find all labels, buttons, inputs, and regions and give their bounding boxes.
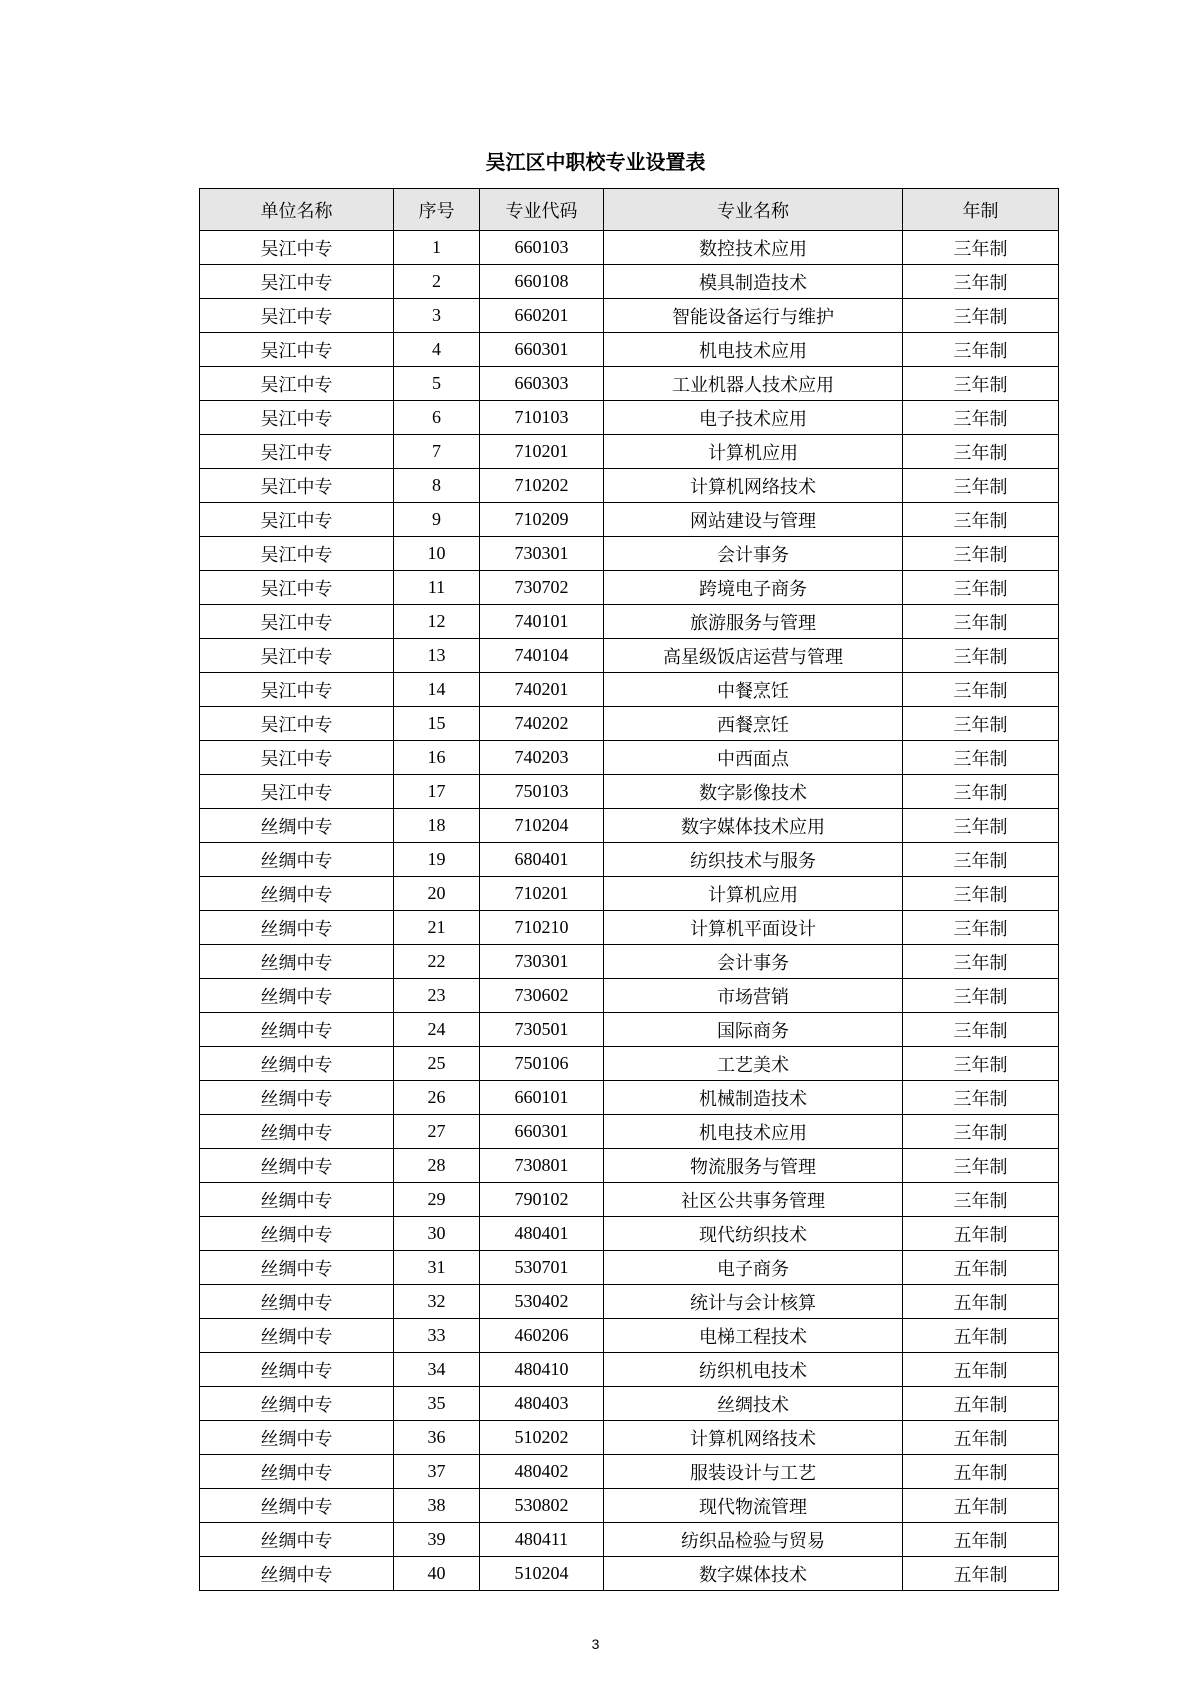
cell-years: 三年制 xyxy=(903,299,1059,333)
cell-years: 五年制 xyxy=(903,1285,1059,1319)
cell-code: 660303 xyxy=(480,367,604,401)
cell-code: 710201 xyxy=(480,877,604,911)
cell-major-name: 市场营销 xyxy=(604,979,903,1013)
cell-major-name: 计算机应用 xyxy=(604,435,903,469)
cell-unit: 吴江中专 xyxy=(200,673,394,707)
cell-years: 五年制 xyxy=(903,1387,1059,1421)
cell-unit: 吴江中专 xyxy=(200,605,394,639)
table-row xyxy=(200,639,1059,673)
cell-years: 三年制 xyxy=(903,503,1059,537)
cell-code: 740202 xyxy=(480,707,604,741)
cell-years: 五年制 xyxy=(903,1455,1059,1489)
cell-years: 三年制 xyxy=(903,1047,1059,1081)
cell-seq: 5 xyxy=(394,367,480,401)
cell-code: 480401 xyxy=(480,1217,604,1251)
cell-code: 730702 xyxy=(480,571,604,605)
cell-seq: 10 xyxy=(394,537,480,571)
cell-major-name: 模具制造技术 xyxy=(604,265,903,299)
cell-code: 710201 xyxy=(480,435,604,469)
cell-years: 三年制 xyxy=(903,469,1059,503)
table-row xyxy=(200,1285,1059,1319)
table-row xyxy=(200,1013,1059,1047)
cell-seq: 1 xyxy=(394,231,480,265)
table-row xyxy=(200,1523,1059,1557)
cell-years: 三年制 xyxy=(903,775,1059,809)
cell-major-name: 旅游服务与管理 xyxy=(604,605,903,639)
major-setting-table xyxy=(199,188,1059,1591)
cell-seq: 23 xyxy=(394,979,480,1013)
cell-code: 750103 xyxy=(480,775,604,809)
cell-major-name: 数字媒体技术应用 xyxy=(604,809,903,843)
cell-unit: 吴江中专 xyxy=(200,707,394,741)
cell-years: 三年制 xyxy=(903,1081,1059,1115)
cell-seq: 40 xyxy=(394,1557,480,1591)
cell-unit: 丝绸中专 xyxy=(200,1013,394,1047)
cell-major-name: 社区公共事务管理 xyxy=(604,1183,903,1217)
cell-code: 530402 xyxy=(480,1285,604,1319)
table-row xyxy=(200,1183,1059,1217)
cell-code: 660301 xyxy=(480,333,604,367)
cell-unit: 丝绸中专 xyxy=(200,809,394,843)
cell-seq: 2 xyxy=(394,265,480,299)
cell-unit: 吴江中专 xyxy=(200,333,394,367)
table-row xyxy=(200,775,1059,809)
cell-seq: 35 xyxy=(394,1387,480,1421)
cell-years: 五年制 xyxy=(903,1523,1059,1557)
cell-unit: 吴江中专 xyxy=(200,265,394,299)
cell-unit: 吴江中专 xyxy=(200,435,394,469)
table-row xyxy=(200,1217,1059,1251)
cell-years: 五年制 xyxy=(903,1319,1059,1353)
cell-seq: 31 xyxy=(394,1251,480,1285)
table-row xyxy=(200,1353,1059,1387)
table-header xyxy=(200,189,1059,231)
table-row xyxy=(200,1047,1059,1081)
table-row xyxy=(200,1387,1059,1421)
cell-major-name: 工业机器人技术应用 xyxy=(604,367,903,401)
cell-unit: 丝绸中专 xyxy=(200,1319,394,1353)
cell-seq: 21 xyxy=(394,911,480,945)
cell-code: 710103 xyxy=(480,401,604,435)
table-row xyxy=(200,877,1059,911)
cell-unit: 吴江中专 xyxy=(200,299,394,333)
cell-seq: 17 xyxy=(394,775,480,809)
cell-major-name: 现代物流管理 xyxy=(604,1489,903,1523)
table-row xyxy=(200,537,1059,571)
cell-code: 730602 xyxy=(480,979,604,1013)
cell-unit: 丝绸中专 xyxy=(200,1489,394,1523)
cell-major-name: 服装设计与工艺 xyxy=(604,1455,903,1489)
cell-years: 三年制 xyxy=(903,673,1059,707)
cell-unit: 吴江中专 xyxy=(200,741,394,775)
table-row xyxy=(200,1319,1059,1353)
cell-years: 五年制 xyxy=(903,1251,1059,1285)
table-row xyxy=(200,809,1059,843)
cell-major-name: 计算机网络技术 xyxy=(604,1421,903,1455)
cell-years: 三年制 xyxy=(903,537,1059,571)
cell-major-name: 网站建设与管理 xyxy=(604,503,903,537)
cell-code: 480403 xyxy=(480,1387,604,1421)
cell-years: 三年制 xyxy=(903,401,1059,435)
cell-years: 三年制 xyxy=(903,877,1059,911)
cell-code: 660301 xyxy=(480,1115,604,1149)
cell-major-name: 纺织技术与服务 xyxy=(604,843,903,877)
cell-seq: 13 xyxy=(394,639,480,673)
cell-years: 三年制 xyxy=(903,911,1059,945)
table-row xyxy=(200,435,1059,469)
cell-major-name: 工艺美术 xyxy=(604,1047,903,1081)
cell-seq: 12 xyxy=(394,605,480,639)
cell-seq: 19 xyxy=(394,843,480,877)
header-name: 专业名称 xyxy=(604,189,903,231)
cell-code: 510202 xyxy=(480,1421,604,1455)
cell-major-name: 机械制造技术 xyxy=(604,1081,903,1115)
table-row xyxy=(200,1149,1059,1183)
table-row xyxy=(200,673,1059,707)
cell-seq: 28 xyxy=(394,1149,480,1183)
cell-seq: 26 xyxy=(394,1081,480,1115)
cell-code: 790102 xyxy=(480,1183,604,1217)
table-row xyxy=(200,843,1059,877)
cell-major-name: 会计事务 xyxy=(604,537,903,571)
cell-years: 三年制 xyxy=(903,435,1059,469)
table-row xyxy=(200,1421,1059,1455)
cell-code: 660101 xyxy=(480,1081,604,1115)
table-row xyxy=(200,1251,1059,1285)
cell-unit: 丝绸中专 xyxy=(200,877,394,911)
cell-unit: 吴江中专 xyxy=(200,537,394,571)
cell-years: 三年制 xyxy=(903,979,1059,1013)
table-row xyxy=(200,741,1059,775)
cell-major-name: 智能设备运行与维护 xyxy=(604,299,903,333)
cell-years: 三年制 xyxy=(903,843,1059,877)
cell-unit: 丝绸中专 xyxy=(200,843,394,877)
cell-major-name: 西餐烹饪 xyxy=(604,707,903,741)
cell-unit: 丝绸中专 xyxy=(200,1217,394,1251)
cell-unit: 丝绸中专 xyxy=(200,1115,394,1149)
cell-seq: 22 xyxy=(394,945,480,979)
table-row xyxy=(200,333,1059,367)
cell-code: 680401 xyxy=(480,843,604,877)
cell-unit: 丝绸中专 xyxy=(200,1387,394,1421)
cell-seq: 7 xyxy=(394,435,480,469)
cell-code: 730501 xyxy=(480,1013,604,1047)
cell-code: 480402 xyxy=(480,1455,604,1489)
cell-major-name: 会计事务 xyxy=(604,945,903,979)
cell-unit: 丝绸中专 xyxy=(200,1557,394,1591)
cell-code: 710204 xyxy=(480,809,604,843)
cell-years: 五年制 xyxy=(903,1557,1059,1591)
cell-code: 740104 xyxy=(480,639,604,673)
cell-seq: 38 xyxy=(394,1489,480,1523)
cell-major-name: 中餐烹饪 xyxy=(604,673,903,707)
cell-seq: 6 xyxy=(394,401,480,435)
cell-years: 三年制 xyxy=(903,367,1059,401)
header-unit: 单位名称 xyxy=(200,189,394,231)
cell-major-name: 统计与会计核算 xyxy=(604,1285,903,1319)
cell-seq: 4 xyxy=(394,333,480,367)
cell-years: 三年制 xyxy=(903,1115,1059,1149)
cell-code: 460206 xyxy=(480,1319,604,1353)
cell-years: 三年制 xyxy=(903,1183,1059,1217)
cell-seq: 9 xyxy=(394,503,480,537)
cell-major-name: 数控技术应用 xyxy=(604,231,903,265)
cell-years: 五年制 xyxy=(903,1353,1059,1387)
cell-unit: 吴江中专 xyxy=(200,775,394,809)
cell-years: 五年制 xyxy=(903,1489,1059,1523)
cell-unit: 吴江中专 xyxy=(200,401,394,435)
cell-unit: 吴江中专 xyxy=(200,503,394,537)
cell-unit: 丝绸中专 xyxy=(200,1047,394,1081)
cell-unit: 丝绸中专 xyxy=(200,1081,394,1115)
cell-unit: 丝绸中专 xyxy=(200,1251,394,1285)
cell-unit: 丝绸中专 xyxy=(200,1353,394,1387)
cell-major-name: 数字影像技术 xyxy=(604,775,903,809)
cell-years: 三年制 xyxy=(903,571,1059,605)
cell-unit: 丝绸中专 xyxy=(200,911,394,945)
cell-unit: 丝绸中专 xyxy=(200,1285,394,1319)
header-years: 年制 xyxy=(903,189,1059,231)
cell-seq: 20 xyxy=(394,877,480,911)
cell-major-name: 国际商务 xyxy=(604,1013,903,1047)
cell-code: 660108 xyxy=(480,265,604,299)
table-row xyxy=(200,945,1059,979)
table-row xyxy=(200,469,1059,503)
cell-seq: 37 xyxy=(394,1455,480,1489)
cell-years: 三年制 xyxy=(903,1013,1059,1047)
cell-code: 480411 xyxy=(480,1523,604,1557)
cell-major-name: 机电技术应用 xyxy=(604,1115,903,1149)
header-code: 专业代码 xyxy=(480,189,604,231)
table-row xyxy=(200,401,1059,435)
cell-code: 740203 xyxy=(480,741,604,775)
cell-code: 730301 xyxy=(480,945,604,979)
table-row xyxy=(200,979,1059,1013)
cell-seq: 39 xyxy=(394,1523,480,1557)
table-row xyxy=(200,1557,1059,1591)
cell-unit: 吴江中专 xyxy=(200,571,394,605)
cell-code: 710209 xyxy=(480,503,604,537)
cell-years: 三年制 xyxy=(903,741,1059,775)
cell-code: 480410 xyxy=(480,1353,604,1387)
cell-code: 530701 xyxy=(480,1251,604,1285)
cell-unit: 丝绸中专 xyxy=(200,945,394,979)
cell-major-name: 机电技术应用 xyxy=(604,333,903,367)
table-row xyxy=(200,911,1059,945)
cell-years: 五年制 xyxy=(903,1421,1059,1455)
cell-unit: 丝绸中专 xyxy=(200,1455,394,1489)
cell-major-name: 计算机应用 xyxy=(604,877,903,911)
table-row xyxy=(200,265,1059,299)
cell-major-name: 纺织品检验与贸易 xyxy=(604,1523,903,1557)
cell-major-name: 计算机网络技术 xyxy=(604,469,903,503)
cell-code: 510204 xyxy=(480,1557,604,1591)
cell-years: 三年制 xyxy=(903,639,1059,673)
cell-major-name: 电子商务 xyxy=(604,1251,903,1285)
cell-major-name: 中西面点 xyxy=(604,741,903,775)
table-row xyxy=(200,605,1059,639)
page-title: 吴江区中职校专业设置表 xyxy=(485,150,706,174)
cell-code: 710202 xyxy=(480,469,604,503)
cell-years: 三年制 xyxy=(903,333,1059,367)
table-row xyxy=(200,231,1059,265)
cell-years: 五年制 xyxy=(903,1217,1059,1251)
table-row xyxy=(200,1115,1059,1149)
cell-years: 三年制 xyxy=(903,231,1059,265)
cell-seq: 30 xyxy=(394,1217,480,1251)
cell-code: 710210 xyxy=(480,911,604,945)
cell-major-name: 丝绸技术 xyxy=(604,1387,903,1421)
cell-seq: 27 xyxy=(394,1115,480,1149)
cell-major-name: 跨境电子商务 xyxy=(604,571,903,605)
cell-seq: 8 xyxy=(394,469,480,503)
header-row xyxy=(200,189,1059,231)
cell-seq: 18 xyxy=(394,809,480,843)
cell-unit: 丝绸中专 xyxy=(200,979,394,1013)
cell-seq: 34 xyxy=(394,1353,480,1387)
cell-major-name: 现代纺织技术 xyxy=(604,1217,903,1251)
table-row xyxy=(200,367,1059,401)
cell-unit: 丝绸中专 xyxy=(200,1149,394,1183)
cell-unit: 吴江中专 xyxy=(200,367,394,401)
cell-seq: 33 xyxy=(394,1319,480,1353)
cell-major-name: 物流服务与管理 xyxy=(604,1149,903,1183)
cell-unit: 吴江中专 xyxy=(200,231,394,265)
page-number: 3 xyxy=(591,1636,600,1652)
cell-code: 530802 xyxy=(480,1489,604,1523)
cell-unit: 丝绸中专 xyxy=(200,1421,394,1455)
cell-seq: 14 xyxy=(394,673,480,707)
cell-code: 740101 xyxy=(480,605,604,639)
cell-code: 750106 xyxy=(480,1047,604,1081)
cell-major-name: 计算机平面设计 xyxy=(604,911,903,945)
cell-years: 三年制 xyxy=(903,605,1059,639)
cell-major-name: 电子技术应用 xyxy=(604,401,903,435)
cell-unit: 吴江中专 xyxy=(200,469,394,503)
cell-major-name: 数字媒体技术 xyxy=(604,1557,903,1591)
cell-seq: 11 xyxy=(394,571,480,605)
header-seq: 序号 xyxy=(394,189,480,231)
table-row xyxy=(200,1489,1059,1523)
cell-years: 三年制 xyxy=(903,945,1059,979)
cell-years: 三年制 xyxy=(903,265,1059,299)
cell-seq: 15 xyxy=(394,707,480,741)
cell-unit: 吴江中专 xyxy=(200,639,394,673)
cell-seq: 25 xyxy=(394,1047,480,1081)
table-row xyxy=(200,503,1059,537)
table-row xyxy=(200,299,1059,333)
cell-code: 660201 xyxy=(480,299,604,333)
cell-seq: 16 xyxy=(394,741,480,775)
table-row xyxy=(200,1455,1059,1489)
table-row xyxy=(200,707,1059,741)
table-row xyxy=(200,1081,1059,1115)
cell-seq: 29 xyxy=(394,1183,480,1217)
cell-code: 730801 xyxy=(480,1149,604,1183)
cell-major-name: 高星级饭店运营与管理 xyxy=(604,639,903,673)
cell-seq: 32 xyxy=(394,1285,480,1319)
cell-code: 740201 xyxy=(480,673,604,707)
cell-years: 三年制 xyxy=(903,809,1059,843)
cell-seq: 36 xyxy=(394,1421,480,1455)
cell-code: 660103 xyxy=(480,231,604,265)
cell-major-name: 电梯工程技术 xyxy=(604,1319,903,1353)
cell-seq: 24 xyxy=(394,1013,480,1047)
cell-years: 三年制 xyxy=(903,707,1059,741)
table-body xyxy=(200,231,1059,1591)
cell-years: 三年制 xyxy=(903,1149,1059,1183)
cell-unit: 丝绸中专 xyxy=(200,1183,394,1217)
cell-unit: 丝绸中专 xyxy=(200,1523,394,1557)
cell-code: 730301 xyxy=(480,537,604,571)
table-row xyxy=(200,571,1059,605)
cell-major-name: 纺织机电技术 xyxy=(604,1353,903,1387)
cell-seq: 3 xyxy=(394,299,480,333)
